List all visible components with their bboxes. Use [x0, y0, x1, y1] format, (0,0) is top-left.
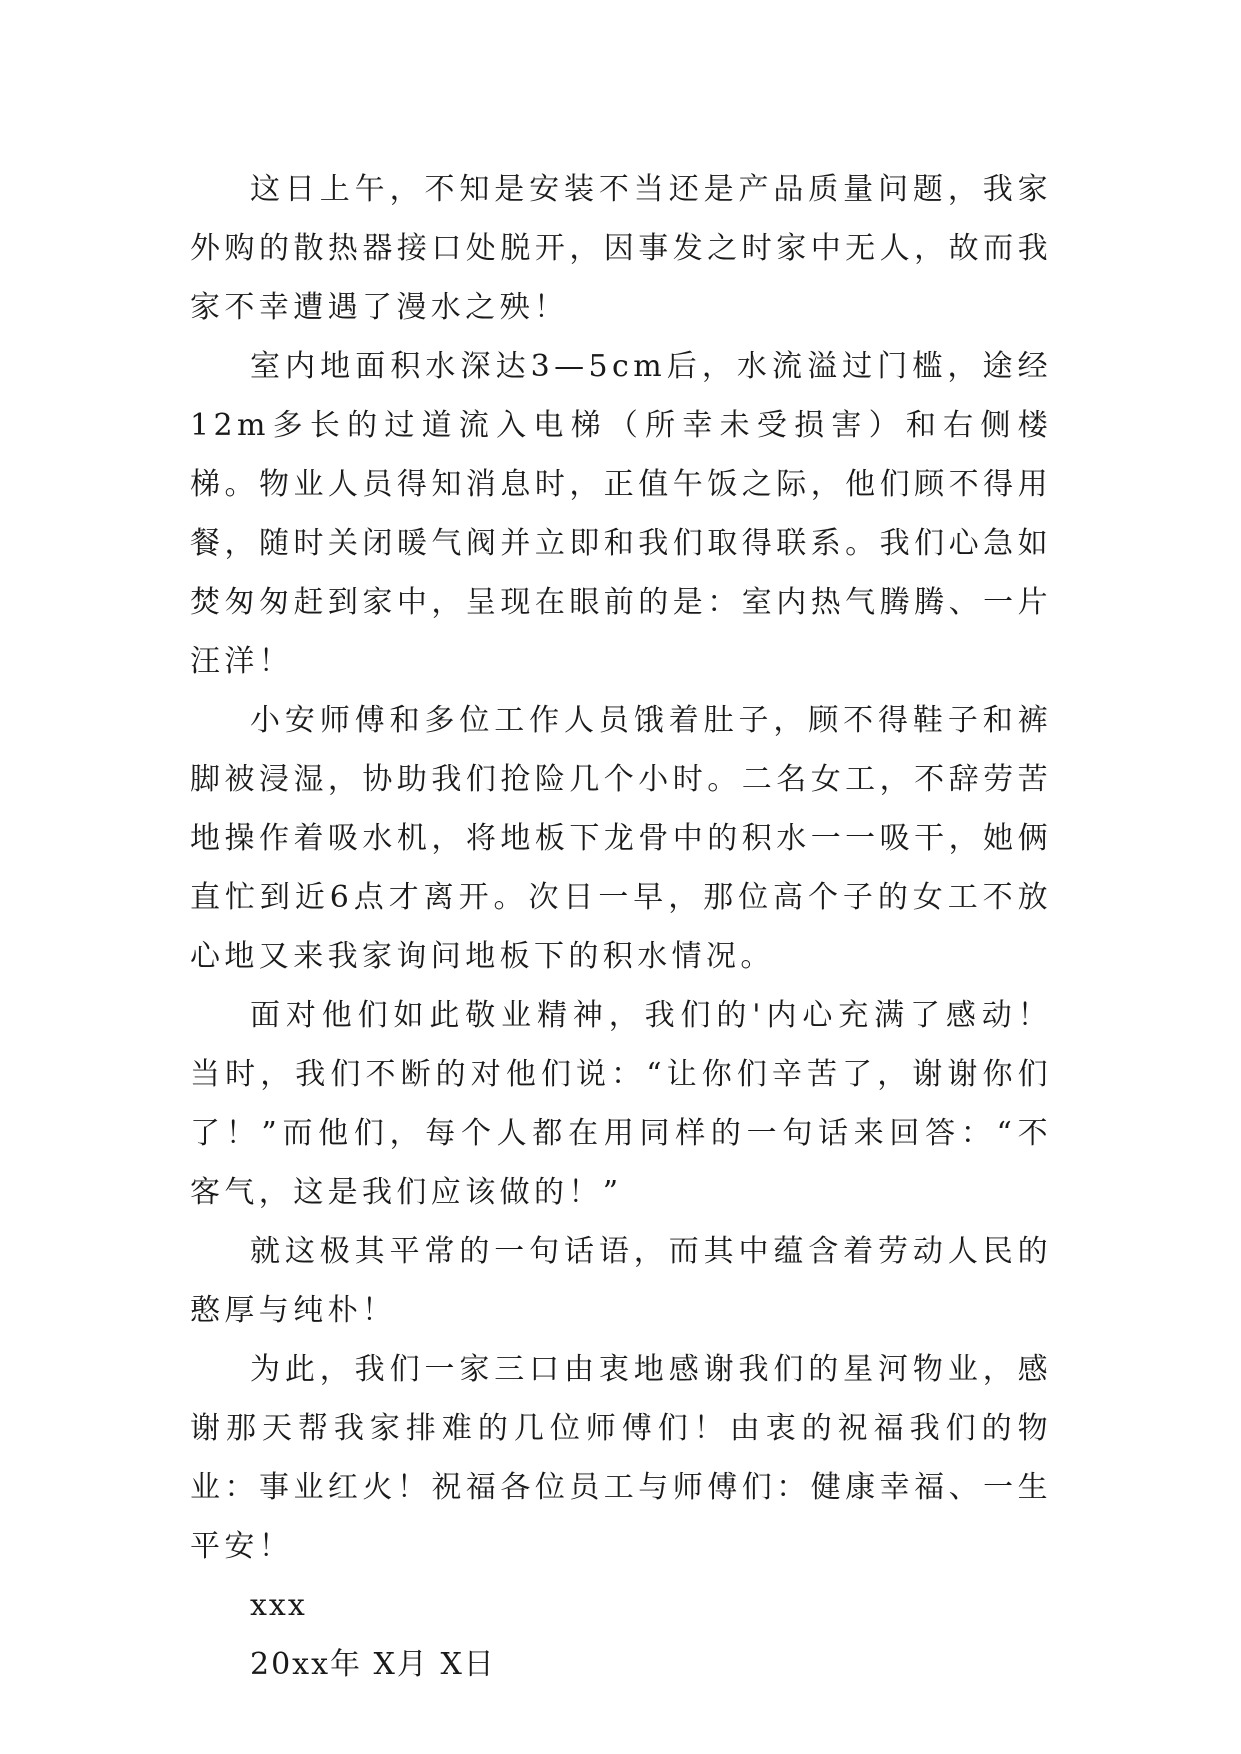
- letter-body: [190, 160, 1052, 1694]
- paragraph-6: 为此，我们一家三口由衷地感谢我们的星河物业，感谢那天帮我家排难的几位师傅们！由衷的祝福我们的物业：事业红火！祝福各位员工与师傅们：健康幸福、一生平安！: [190, 1352, 1052, 1564]
- letter-date: 20xx年 X月 X日: [250, 1647, 496, 1682]
- paragraph-1: 这日上午，不知是安装不当还是产品质量问题，我家外购的散热器接口处脱开，因事发之时家中无人，故而我家不幸遭遇了漫水之殃！: [190, 172, 1052, 325]
- paragraph-4: 面对他们如此敬业精神，我们的'内心充满了感动！当时，我们不断的对他们说：“让你们辛苦了，谢谢你们了！”而他们，每个人都在用同样的一句话来回答：“不客气，这是我们应该做的！”: [190, 998, 1052, 1210]
- paragraph-5: 就这极其平常的一句话语，而其中蕴含着劳动人民的憨厚与纯朴！: [190, 1234, 1052, 1328]
- paragraph-2: 室内地面积水深达3—5cm后，水流溢过门槛，途经12m多长的过道流入电梯（所幸未受损害）和右侧楼梯。物业人员得知消息时，正值午饭之际，他们顾不得用餐，随时关闭暖气阀并立即和我们取得联系。我们心急如焚匆匆赶到家中，呈现在眼前的是：室内热气腾腾、一片汪洋！: [190, 349, 1052, 679]
- paragraph-3: 小安师傅和多位工作人员饿着肚子，顾不得鞋子和裤脚被浸湿，协助我们抢险几个小时。二名女工，不辞劳苦地操作着吸水机，将地板下龙骨中的积水一一吸干，她俩直忙到近6点才离开。次日一早，那位高个子的女工不放心地又来我家询问地板下的积水情况。: [190, 703, 1052, 974]
- signature: xxx: [250, 1588, 307, 1623]
